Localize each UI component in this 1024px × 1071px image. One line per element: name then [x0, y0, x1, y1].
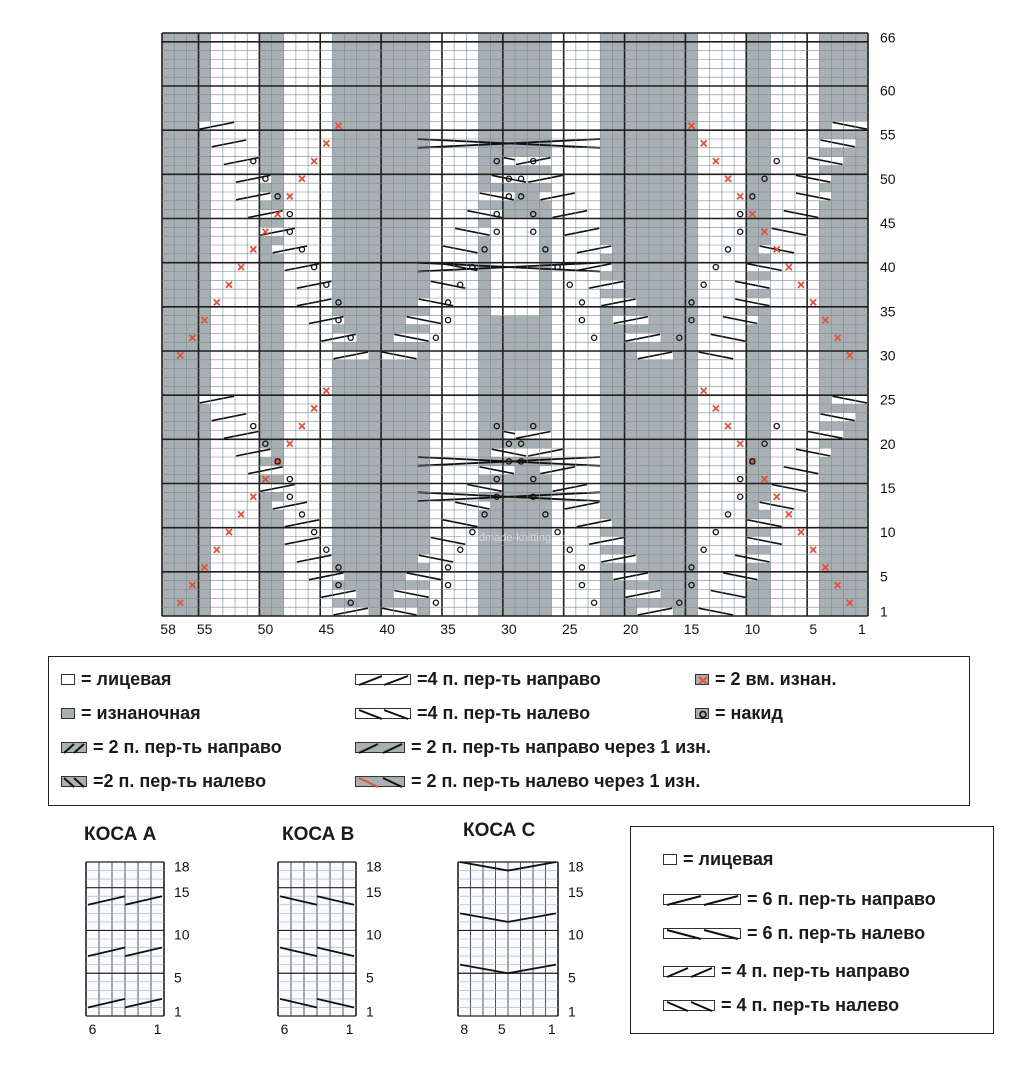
cross2-right-purl-icon [355, 742, 405, 753]
col-label: 55 [196, 621, 213, 637]
col-label: 1 [858, 621, 866, 637]
col-label: 25 [561, 621, 578, 637]
legend-cross2-left-purl [355, 771, 700, 792]
cable-col-label: 6 [88, 1021, 97, 1037]
yarn-over-icon [695, 708, 709, 719]
cable-row-label: 18 [174, 858, 190, 875]
cross6-left-icon [663, 928, 741, 939]
cable-legend-cross4-right [663, 961, 910, 982]
row-label: 66 [880, 29, 896, 46]
cable-legend-cross4-left-label: = 4 п. пер-ть налево [721, 995, 900, 1015]
col-label: 58 [160, 621, 176, 637]
cross4-right-icon [355, 674, 411, 685]
cable-legend [630, 826, 994, 1034]
row-label: 50 [880, 170, 896, 187]
cable-row-label: 18 [568, 858, 584, 875]
cross4-left-icon [355, 708, 411, 719]
col-label: 40 [379, 621, 395, 637]
cable-col-label: 1 [153, 1021, 162, 1037]
row-label: 30 [880, 347, 896, 364]
legend-cross2-left [61, 771, 266, 792]
cable-col-label: 8 [460, 1021, 469, 1037]
cable-legend-cross6-left [663, 923, 925, 944]
col-label: 30 [501, 621, 517, 637]
cable-row-label: 5 [568, 969, 576, 986]
cable-row-label: 5 [366, 969, 374, 986]
legend-yarn-over-label: = накид [715, 703, 783, 723]
cable-legend-knit-label: = лицевая [683, 849, 774, 869]
cable-row-label: 15 [568, 883, 584, 900]
legend-knit-label: = лицевая [81, 669, 172, 689]
cable-row-label: 18 [366, 858, 382, 875]
cable-a-title: КОСА А [84, 824, 157, 845]
cable-row-label: 10 [568, 926, 584, 943]
legend-cross4-left-label: =4 п. пер-ть налево [417, 703, 591, 723]
cable-row-label: 1 [568, 1003, 576, 1020]
legend-cross2-right-purl [355, 737, 711, 758]
cable-row-label: 1 [366, 1003, 374, 1020]
cable-legend-cross6-right [663, 889, 936, 910]
cable-row-label: 1 [174, 1003, 182, 1020]
cable-row-label: 5 [174, 969, 182, 986]
main-legend [48, 656, 970, 806]
cross2-right-icon [61, 742, 87, 753]
cable-b-title: КОСА В [282, 824, 355, 845]
purl-swatch-icon [61, 708, 75, 719]
row-label: 45 [880, 214, 896, 231]
cable-col-label: 6 [280, 1021, 289, 1037]
legend-cross4-right [355, 669, 601, 690]
cable-legend-cross4-left [663, 995, 899, 1016]
row-label: 10 [880, 524, 896, 541]
legend-cross4-left [355, 703, 590, 724]
cable-knit-swatch-icon [663, 854, 677, 865]
legend-dec2-purl-label: = 2 вм. изнан. [715, 669, 837, 689]
cross6-right-icon [663, 894, 741, 905]
row-label: 35 [880, 303, 896, 320]
cable-legend-cross4-right-label: = 4 п. пер-ть направо [721, 961, 910, 981]
cable-cross4-left-icon [663, 1000, 715, 1011]
cross2-left-purl-icon [355, 776, 405, 787]
legend-cross2-right [61, 737, 282, 758]
row-label: 1 [880, 603, 888, 620]
cable-legend-knit [663, 849, 773, 870]
legend-knit [61, 669, 171, 690]
legend-cross2-right-label: = 2 п. пер-ть направо [93, 737, 282, 757]
col-label: 5 [809, 621, 818, 637]
legend-cross2-right-purl-label: = 2 п. пер-ть направо через 1 изн. [411, 737, 712, 757]
col-label: 45 [318, 621, 335, 637]
row-label: 15 [880, 479, 896, 496]
cable-legend-cross6-right-label: = 6 п. пер-ть направо [747, 889, 936, 909]
cable-col-label: 1 [345, 1021, 354, 1037]
legend-cross2-left-label: =2 п. пер-ть налево [93, 771, 267, 791]
legend-cross2-left-purl-label: = 2 п. пер-ть налево через 1 изн. [411, 771, 701, 791]
cable-row-label: 15 [366, 883, 382, 900]
row-label: 25 [880, 391, 896, 408]
legend-dec2-purl [695, 669, 836, 690]
col-label: 50 [257, 621, 274, 637]
row-label: 5 [880, 568, 888, 585]
row-label: 20 [880, 435, 896, 452]
cross2-left-icon [61, 776, 87, 787]
row-label: 40 [880, 259, 896, 276]
col-label: 35 [440, 621, 456, 637]
row-label: 55 [880, 126, 896, 143]
cable-row-label: 10 [366, 926, 382, 943]
cable-c-title: КОСА С [463, 820, 536, 841]
cable-row-label: 15 [174, 883, 190, 900]
knit-swatch-icon [61, 674, 75, 685]
legend-cross4-right-label: =4 п. пер-ть направо [417, 669, 601, 689]
legend-yarn-over [695, 703, 783, 724]
row-label: 60 [880, 82, 896, 99]
legend-purl [61, 703, 201, 724]
col-label: 10 [744, 621, 761, 637]
cable-cross4-right-icon [663, 966, 715, 977]
col-label: 20 [622, 621, 639, 637]
watermark: handmade-knitting.net [460, 532, 570, 544]
cable-legend-cross6-left-label: = 6 п. пер-ть налево [747, 923, 926, 943]
legend-purl-label: = изнаночная [81, 703, 201, 723]
cable-col-label: 1 [547, 1021, 556, 1037]
cable-col-label: 5 [497, 1021, 506, 1037]
col-label: 15 [683, 621, 700, 637]
dec2-purl-icon [695, 674, 709, 685]
cable-row-label: 10 [174, 926, 190, 943]
